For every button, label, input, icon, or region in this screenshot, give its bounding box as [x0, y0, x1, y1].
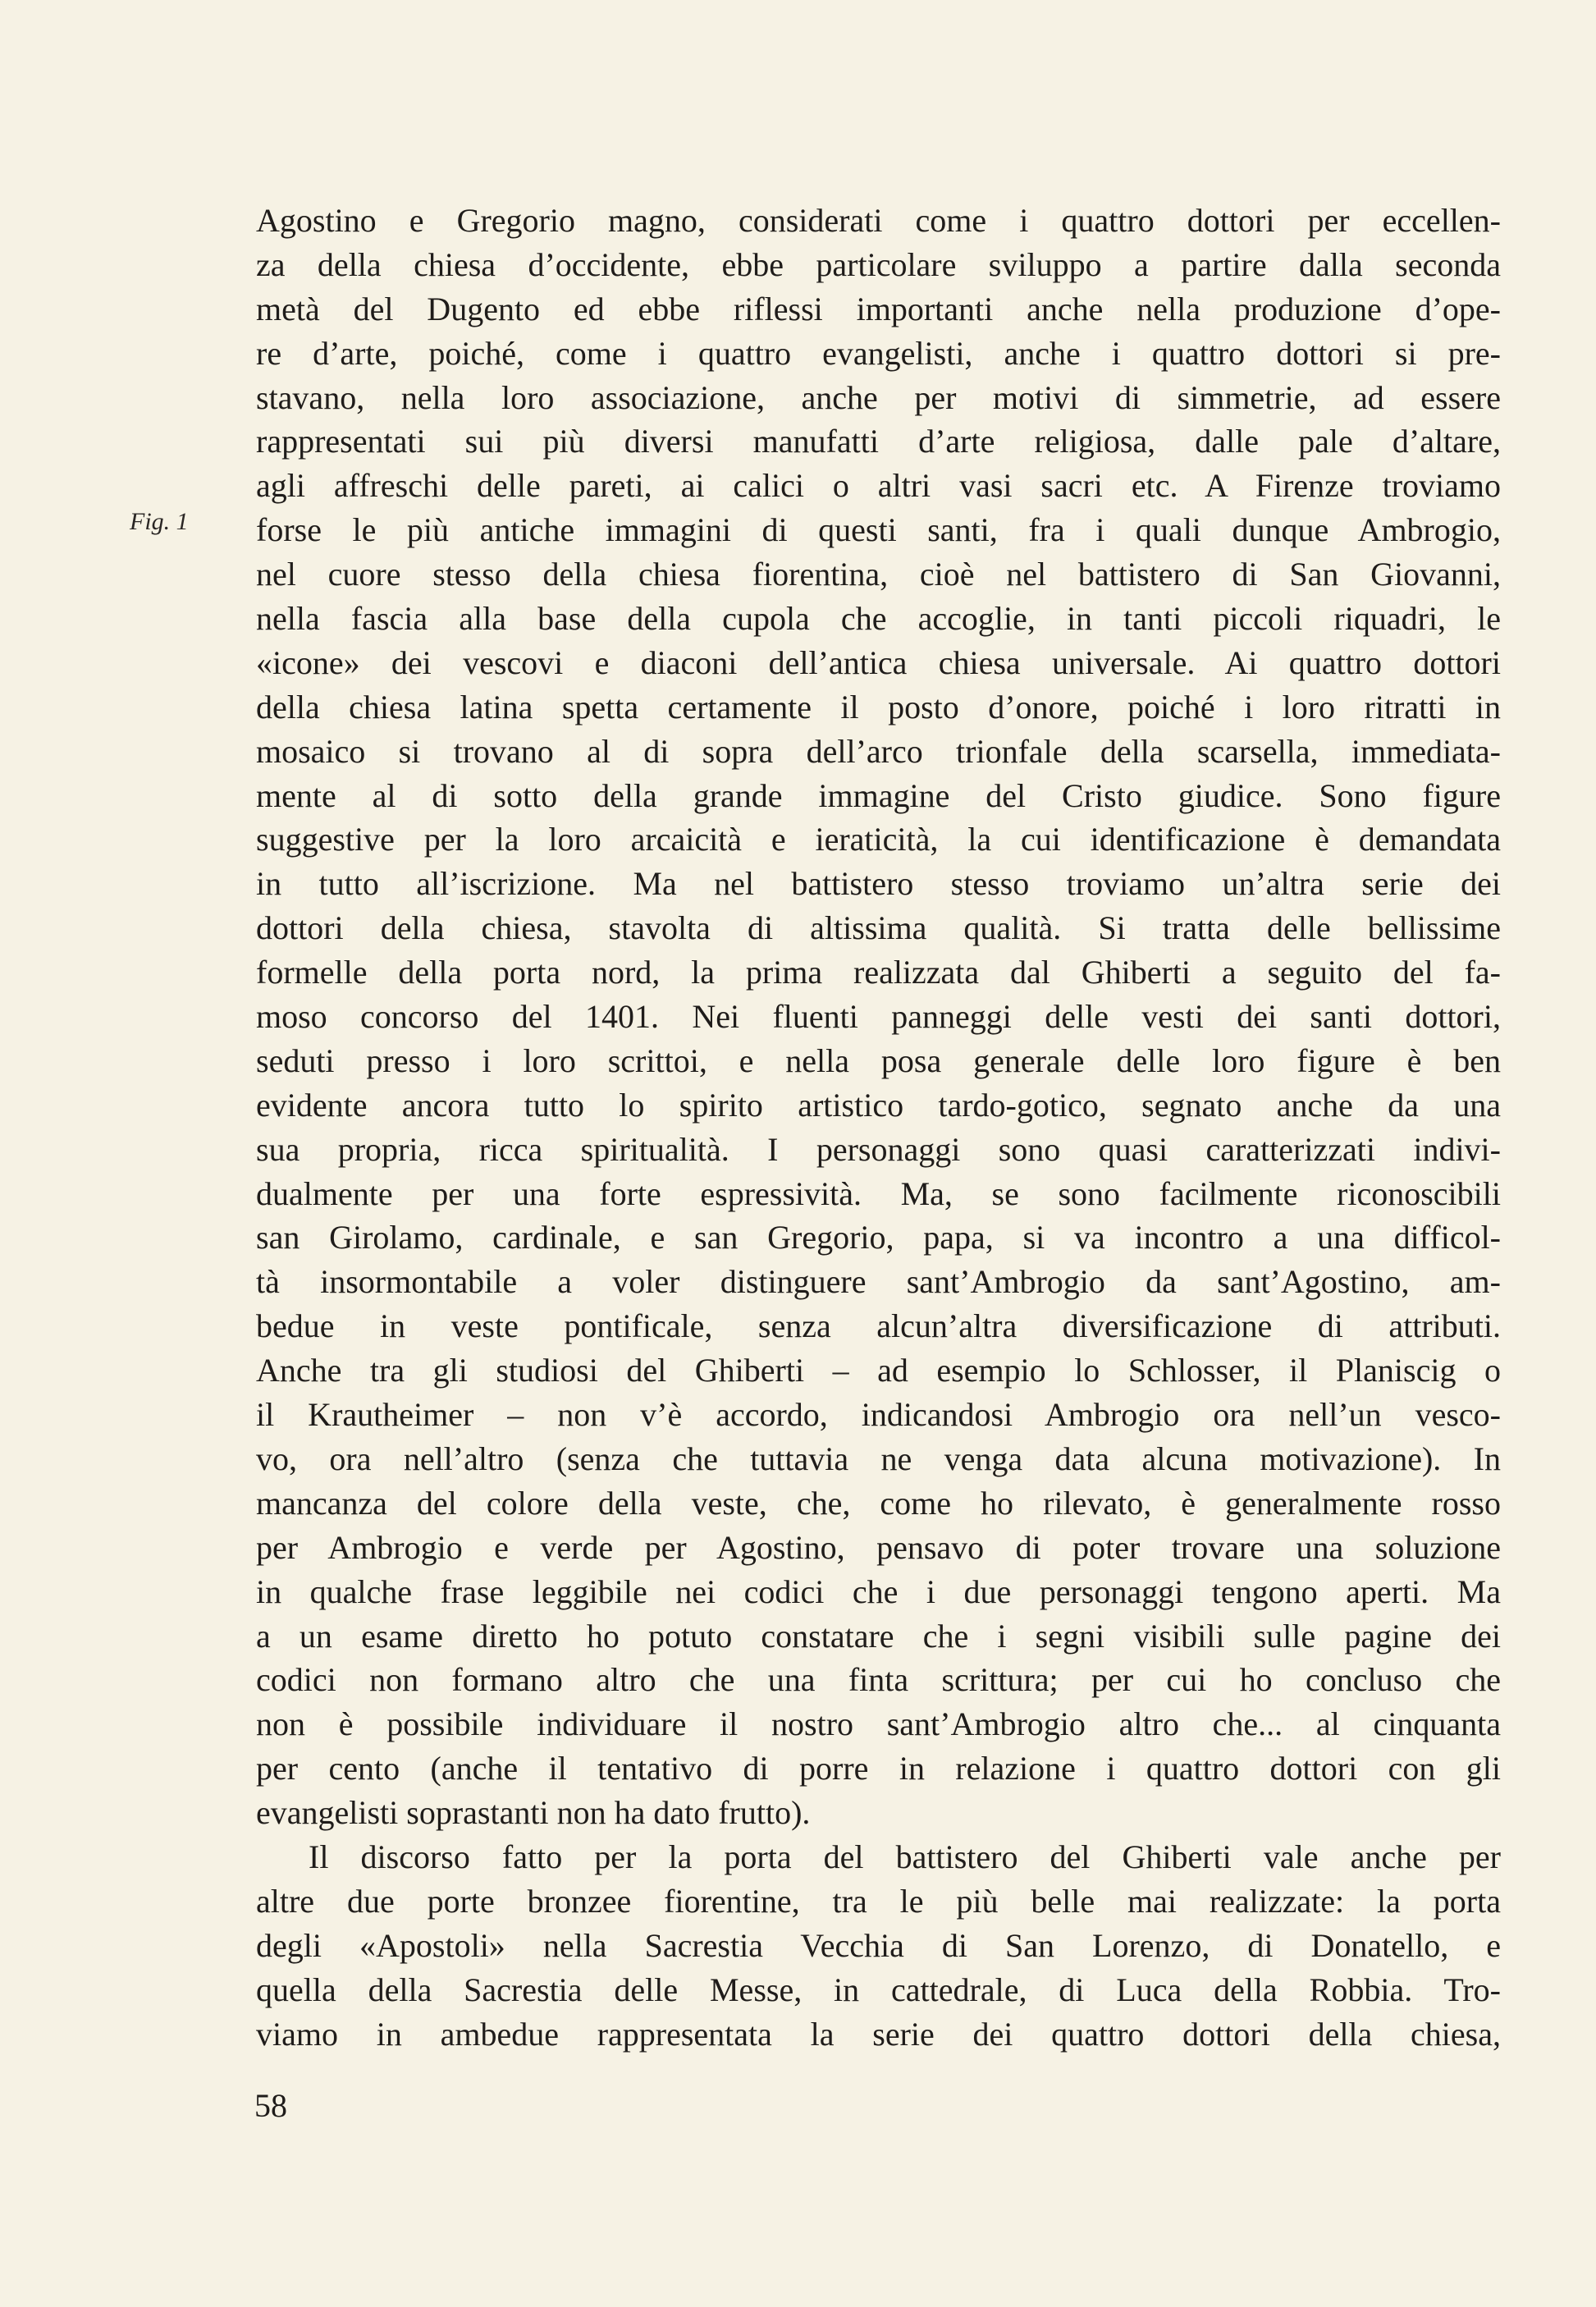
text-line: quella della Sacrestia delle Messe, in cattedrale, di Luca della Robbia. Tro-: [256, 1971, 1501, 2008]
text-line: non è possibile individuare il nostro sant’Ambrogio altro che... al cinquanta: [256, 1705, 1501, 1743]
text-line: mancanza del colore della veste, che, come ho rilevato, è generalmente rosso: [256, 1484, 1501, 1522]
text-line: codici non formano altro che una finta scrittura; per cui ho concluso che: [256, 1661, 1501, 1699]
text-line: evangelisti soprastanti non ha dato frutto).: [256, 1794, 811, 1832]
text-line: nella fascia alla base della cupola che accoglie, in tanti piccoli riquadri, le: [256, 600, 1501, 638]
body-text: [256, 199, 1501, 2056]
text-line: in tutto all’iscrizione. Ma nel battistero stesso troviamo un’altra serie dei: [256, 865, 1501, 903]
text-line: stavano, nella loro associazione, anche per motivi di simmetrie, ad essere: [256, 378, 1501, 416]
text-line: tà insormontabile a voler distinguere sant’Ambrogio da sant’Agostino, am-: [256, 1263, 1501, 1301]
text-line: re d’arte, poiché, come i quattro evangelisti, anche i quattro dottori si pre-: [256, 334, 1501, 372]
text-line: vo, ora nell’altro (senza che tuttavia ne venga data alcuna motivazione). In: [256, 1440, 1501, 1477]
text-line: viamo in ambedue rappresentata la serie dei quattro dottori della chiesa,: [256, 2015, 1501, 2053]
text-line: sua propria, ricca spiritualità. I personaggi sono quasi caratterizzati indivi-: [256, 1130, 1501, 1168]
margin-note-figure-ref: Fig. 1: [130, 508, 189, 535]
text-line: moso concorso del 1401. Nei fluenti panneggi delle vesti dei santi dottori,: [256, 998, 1501, 1036]
text-line: altre due porte bronzee fiorentine, tra le più belle mai realizzate: la porta: [256, 1882, 1501, 1920]
text-line: «icone» dei vescovi e diaconi dell’antica chiesa universale. Ai quattro dottori: [256, 643, 1501, 681]
page-number: 58: [254, 2087, 287, 2124]
text-line: agli affreschi delle pareti, ai calici o altri vasi sacri etc. A Firenze troviamo: [256, 467, 1501, 505]
text-line: mosaico si trovano al di sopra dell’arco trionfale della scarsella, immediata-: [256, 732, 1501, 770]
text-line: a un esame diretto ho potuto constatare che i segni visibili sulle pagine dei: [256, 1617, 1501, 1655]
text-line: per Ambrogio e verde per Agostino, pensavo di poter trovare una soluzione: [256, 1528, 1501, 1566]
text-line: seduti presso i loro scrittoi, e nella posa generale delle loro figure è ben: [256, 1041, 1501, 1079]
text-line: il Krautheimer – non v’è accordo, indicandosi Ambrogio ora nell’un vesco-: [256, 1396, 1501, 1434]
text-line: evidente ancora tutto lo spirito artistico tardo-gotico, segnato anche da una: [256, 1086, 1501, 1124]
text-line: per cento (anche il tentativo di porre in relazione i quattro dottori con gli: [256, 1750, 1501, 1787]
text-line: Anche tra gli studiosi del Ghiberti – ad esempio lo Schlosser, il Planiscig o: [256, 1352, 1501, 1389]
text-line: Il discorso fatto per la porta del battistero del Ghiberti vale anche per: [309, 1838, 1501, 1875]
text-line: za della chiesa d’occidente, ebbe particolare sviluppo a partire dalla seconda: [256, 245, 1501, 283]
text-line: forse le più antiche immagini di questi santi, fra i quali dunque Ambrogio,: [256, 511, 1501, 549]
text-line: san Girolamo, cardinale, e san Gregorio, papa, si va incontro a una difficol-: [256, 1219, 1501, 1256]
text-line: Agostino e Gregorio magno, considerati come i quattro dottori per eccellen-: [256, 202, 1501, 239]
text-line: della chiesa latina spetta certamente il posto d’onore, poiché i loro ritratti in: [256, 688, 1501, 726]
text-line: nel cuore stesso della chiesa fiorentina, cioè nel battistero di San Giovanni,: [256, 556, 1501, 593]
text-line: in qualche frase leggibile nei codici che i due personaggi tengono aperti. Ma: [256, 1572, 1501, 1610]
text-line: dualmente per una forte espressività. Ma, se sono facilmente riconoscibili: [256, 1174, 1501, 1212]
text-line: bedue in veste pontificale, senza alcun’altra diversificazione di attributi.: [256, 1307, 1501, 1345]
text-line: rappresentati sui più diversi manufatti d’arte religiosa, dalle pale d’altare,: [256, 423, 1501, 460]
text-line: dottori della chiesa, stavolta di altissima qualità. Si tratta delle bellissime: [256, 909, 1501, 947]
text-line: suggestive per la loro arcaicità e ieraticità, la cui identificazione è demandata: [256, 821, 1501, 858]
text-line: metà del Dugento ed ebbe riflessi importanti anche nella produzione d’ope-: [256, 290, 1501, 327]
text-line: formelle della porta nord, la prima realizzata dal Ghiberti a seguito del fa-: [256, 954, 1501, 991]
text-line: degli «Apostoli» nella Sacrestia Vecchia di San Lorenzo, di Donatello, e: [256, 1926, 1501, 1964]
text-line: mente al di sotto della grande immagine del Cristo giudice. Sono figure: [256, 776, 1501, 814]
